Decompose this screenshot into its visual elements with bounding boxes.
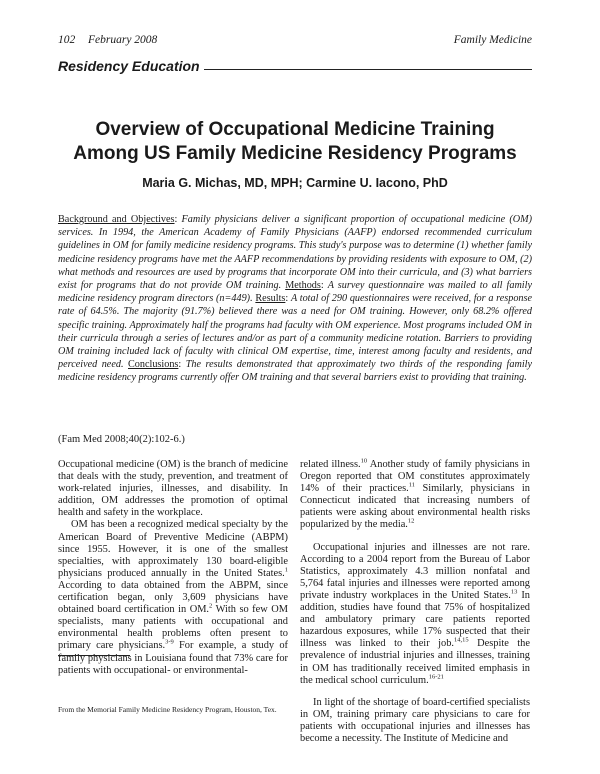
paragraph: OM has been a recognized medical specialty by the American Board of Preventive Medicine (ABPM) since 1955. However, it is one of the smallest specialties, with approximately 130 board-eligible physicians produced annually in the United States.$^1$ According to data obtained from the ABPM, since certification began, only 3,609 physicians have obtained board certification in OM.$^2$ With so few OM specialists, many patients with occupational and environmental health problems often present to primary care physicians.$^{3-9}$ For example, a study of family physicians in Louisiana found that 73% care for patients with occupational- or environmental- <box>58 519 288 676</box>
affiliation-footnote: From the Memorial Family Medicine Residency Program, Houston, Tex. <box>58 705 277 714</box>
results-text: A total of 290 questionnaires were received, for a response rate of 64.5%. The majority (91.7%) believed there was a need for OM training. However, only 68.2% offered specific training. Approximately half the programs had faculty with OM experience. Most programs included OM in their curricula through a series of lectures and/or as part of a community medicine rotation. Barriers to providing OM training included lack of faculty with clinical OM expertise, time, interest among faculty and residents, and perceived need. <box>58 293 533 371</box>
journal-name: Family Medicine <box>453 34 532 46</box>
paragraph: Occupational medicine (OM) is the branch of medicine that deals with the study, prevention, and treatment of work-related injuries, illnesses, and disability. In addition, OM addresses the promotion of optimal health and safety in the workplace. <box>58 459 288 519</box>
results-heading: Results <box>255 293 286 305</box>
conclusions-heading: Conclusions <box>128 359 179 371</box>
methods-heading: Methods <box>285 280 321 292</box>
reference: 11 <box>408 481 415 489</box>
citation: (Fam Med 2008;40(2):102-6.) <box>58 434 185 445</box>
reference: 2 <box>209 602 213 610</box>
conclusions-text: The results demonstrated that approximately two thirds of the responding family medicine residency programs currently offer OM training and that several barriers exist to providing that training. <box>58 359 532 384</box>
abstract: Background and Objectives: Family physicians deliver a significant proportion of occupational medicine (OM) services. In 1994, the American Academy of Family Physicians (AAFP) endorsed recommended curriculum guidelines in OM for family medicine residency programs. This study's purpose was to determine (1) whether family medicine residency programs have met the AAFP recommendations by providing residents with exposure to OM, (2) what methods and resources are used by programs that incorporate OM into their curricula, and (3) what barriers exist for programs that do not provide OM training. Methods: A survey questionnaire was mailed to all family medicine residency program directors (n=449). Results: A total of 290 questionnaires were received, for a response rate of 64.5%. The majority (91.7%) believed there was a need for OM training. However, only 68.2% offered specific training. Approximately half the programs had faculty with OM experience. Most programs included OM in their curricula through a series of lectures and/or as part of a community medicine rotation. Barriers to providing OM training included lack of faculty with clinical OM expertise, time, interest among faculty and residents, and perceived need. Conclusions: The results demonstrated that approximately two thirds of the responding family medicine residency programs currently offer OM training and that several barriers exist to providing that training. <box>58 214 533 384</box>
body-column-left <box>58 459 288 677</box>
reference: 3-9 <box>165 638 174 646</box>
page-number: 102 <box>58 34 76 46</box>
running-header <box>58 34 532 50</box>
footnote-rule <box>58 655 130 656</box>
section-rule <box>192 69 532 70</box>
body-column-right <box>300 459 530 745</box>
title-line-2: Among US Family Medicine Residency Programs <box>73 143 517 164</box>
reference: 1 <box>284 566 288 574</box>
title-line-1: Overview of Occupational Medicine Training <box>95 119 495 140</box>
reference: 16-21 <box>428 673 444 681</box>
background-heading: Background and Objectives <box>58 214 175 225</box>
reference: 10 <box>360 457 368 465</box>
reference: 13 <box>510 588 518 596</box>
section-label: Residency Education <box>58 58 204 74</box>
methods-text: A survey questionnaire was mailed to all family medicine residency program directors (n=449). <box>58 280 532 305</box>
reference: 12 <box>407 518 415 525</box>
paragraph: In light of the shortage of board-certified specialists in OM, training primary care physicians to care for patients with occupational injuries and illnesses has become a necessity. The Institute of Medicine and <box>300 696 530 744</box>
author-list: Maria G. Michas, MD, MPH; Carmine U. Iacono, PhD <box>142 176 448 190</box>
section-heading <box>58 58 532 76</box>
paragraph: related illness.$^{10}$ Another study of family physicians in Oregon reported that OM constitutes approximately 14% of their practices.$^{11}$ Similarly, physicians in Connecticut indicated that increasing numbers of patients were asking about environmental health risks popularized by the media.$^{12}$ <box>300 457 531 531</box>
paragraph: Occupational injuries and illnesses are not rare. According to a 2004 report from the Bureau of Labor Statistics, approximately 4.3 million nonfatal and 5,764 fatal injuries and illnesses were reported among private industry workplaces in the United States.$^{13}$ In addition, studies have found that 75% of hospitalized and ambulatory primary care patients reported hazardous exposures, while 17% suspected that their illness was linked to their job.$^{14,15}$ Despite the prevalence of industrial injuries and illnesses, training in OM has traditionally received limited emphasis in the medical school curriculum.$^{16-21}$ <box>300 541 530 686</box>
article-title <box>58 118 532 166</box>
background-text: Family physicians deliver a significant proportion of occupational medicine (OM) services. In 1994, the American Academy of Family Physicians (AAFP) endorsed recommended curriculum guidelines in OM for family medicine residency programs. This study's purpose was to determine (1) whether family medicine residency programs have met the AAFP recommendations by providing residents with exposure to OM, (2) what methods and resources are used by programs that incorporate OM into their curricula, and (3) what barriers exist for programs that do not provide OM training. <box>58 214 532 292</box>
reference: 14,15 <box>454 636 469 644</box>
issue-date: February 2008 <box>88 34 158 46</box>
